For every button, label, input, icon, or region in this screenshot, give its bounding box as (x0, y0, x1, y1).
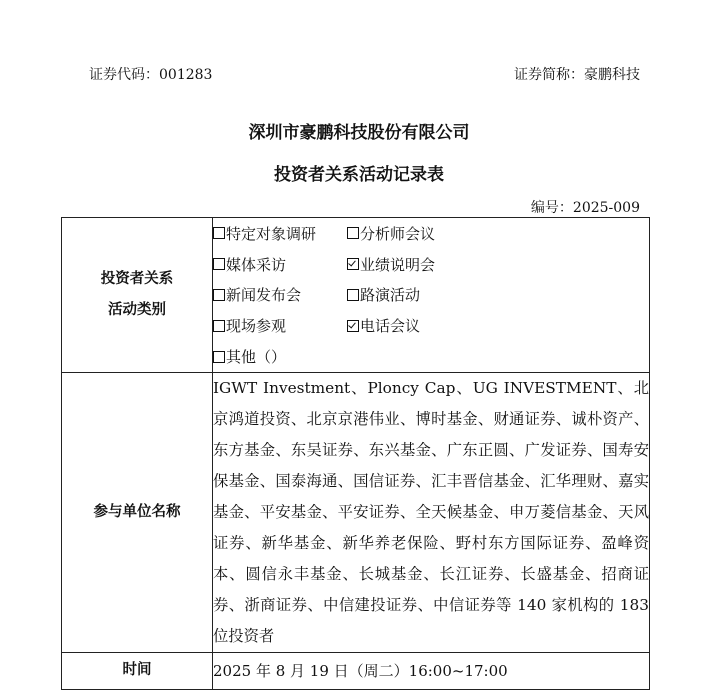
option-label: 特定对象调研 (226, 224, 317, 243)
document-number: 编号：2025-009 (530, 200, 640, 216)
option-specific-research[interactable] (213, 223, 347, 244)
time-value: 2025 年 8 月 19 日（周二）16:00~17:00 (213, 652, 650, 689)
option-label: 路演活动 (360, 286, 421, 305)
option-label: 电话会议 (360, 317, 421, 336)
company-title: 深圳市豪鹏科技股份有限公司 (248, 123, 470, 143)
participants-list: IGWT Investment、Ploncy Cap、UG INVESTMENT、北京鸿道投资、北京京港伟业、博时基金、财通证券、诚朴资产、东方基金、东吴证券、东兴基金、广东正圆、广发证券、国寿安保基金、国泰海通、国信证券、汇丰晋信基金、汇华理财、嘉实基金、平安基金、平安证券、全天候基金、申万菱信基金、天风证券、新华基金、新华养老保险、野村东方国际证券、盈峰资本、圆信永丰基金、长城基金、长江证券、长盛基金、招商证券、浙商证券、中信建投证券、中信证券等 140 家机构的 183 位投资者 (213, 372, 650, 652)
checked-checkbox-icon[interactable] (347, 320, 359, 332)
stock-abbreviation: 证券简称：豪鹏科技 (514, 67, 640, 83)
option-row (213, 310, 649, 341)
record-table (61, 217, 650, 690)
participants-row (62, 372, 650, 652)
activity-type-row (62, 218, 650, 373)
checkbox-icon[interactable] (347, 227, 359, 239)
option-earnings-briefing[interactable] (347, 254, 481, 275)
option-label: 业绩说明会 (360, 255, 436, 274)
checkbox-icon[interactable] (213, 258, 225, 270)
option-roadshow[interactable] (347, 284, 481, 305)
checkbox-icon[interactable] (213, 320, 225, 332)
option-row (213, 218, 649, 249)
option-label: 其他（） (226, 348, 287, 367)
checkbox-icon[interactable] (213, 351, 225, 363)
stock-code: 证券代码：001283 (89, 67, 213, 83)
checkbox-icon[interactable] (213, 289, 225, 301)
activity-type-label (62, 218, 213, 373)
activity-type-label-line1: 投资者关系 (100, 270, 174, 287)
activity-options (213, 218, 650, 373)
option-analyst-meeting[interactable] (347, 223, 481, 244)
checkbox-icon[interactable] (213, 227, 225, 239)
option-other[interactable] (213, 346, 347, 367)
option-row (213, 341, 649, 372)
participants-label: 参与单位名称 (62, 372, 213, 652)
option-label: 分析师会议 (360, 224, 436, 243)
option-media-interview[interactable] (213, 254, 347, 275)
option-press-conference[interactable] (213, 284, 347, 305)
option-row (213, 249, 649, 280)
option-conference-call[interactable] (347, 315, 481, 336)
option-label: 媒体采访 (226, 255, 287, 274)
form-title: 投资者关系活动记录表 (274, 165, 444, 185)
checked-checkbox-icon[interactable] (347, 258, 359, 270)
time-row (62, 652, 650, 689)
option-site-visit[interactable] (213, 315, 347, 336)
option-label: 新闻发布会 (226, 286, 302, 305)
option-row (213, 280, 649, 311)
option-label: 现场参观 (226, 317, 287, 336)
time-label: 时间 (62, 652, 213, 689)
checkbox-icon[interactable] (347, 289, 359, 301)
activity-type-label-line2: 活动类别 (108, 301, 166, 318)
